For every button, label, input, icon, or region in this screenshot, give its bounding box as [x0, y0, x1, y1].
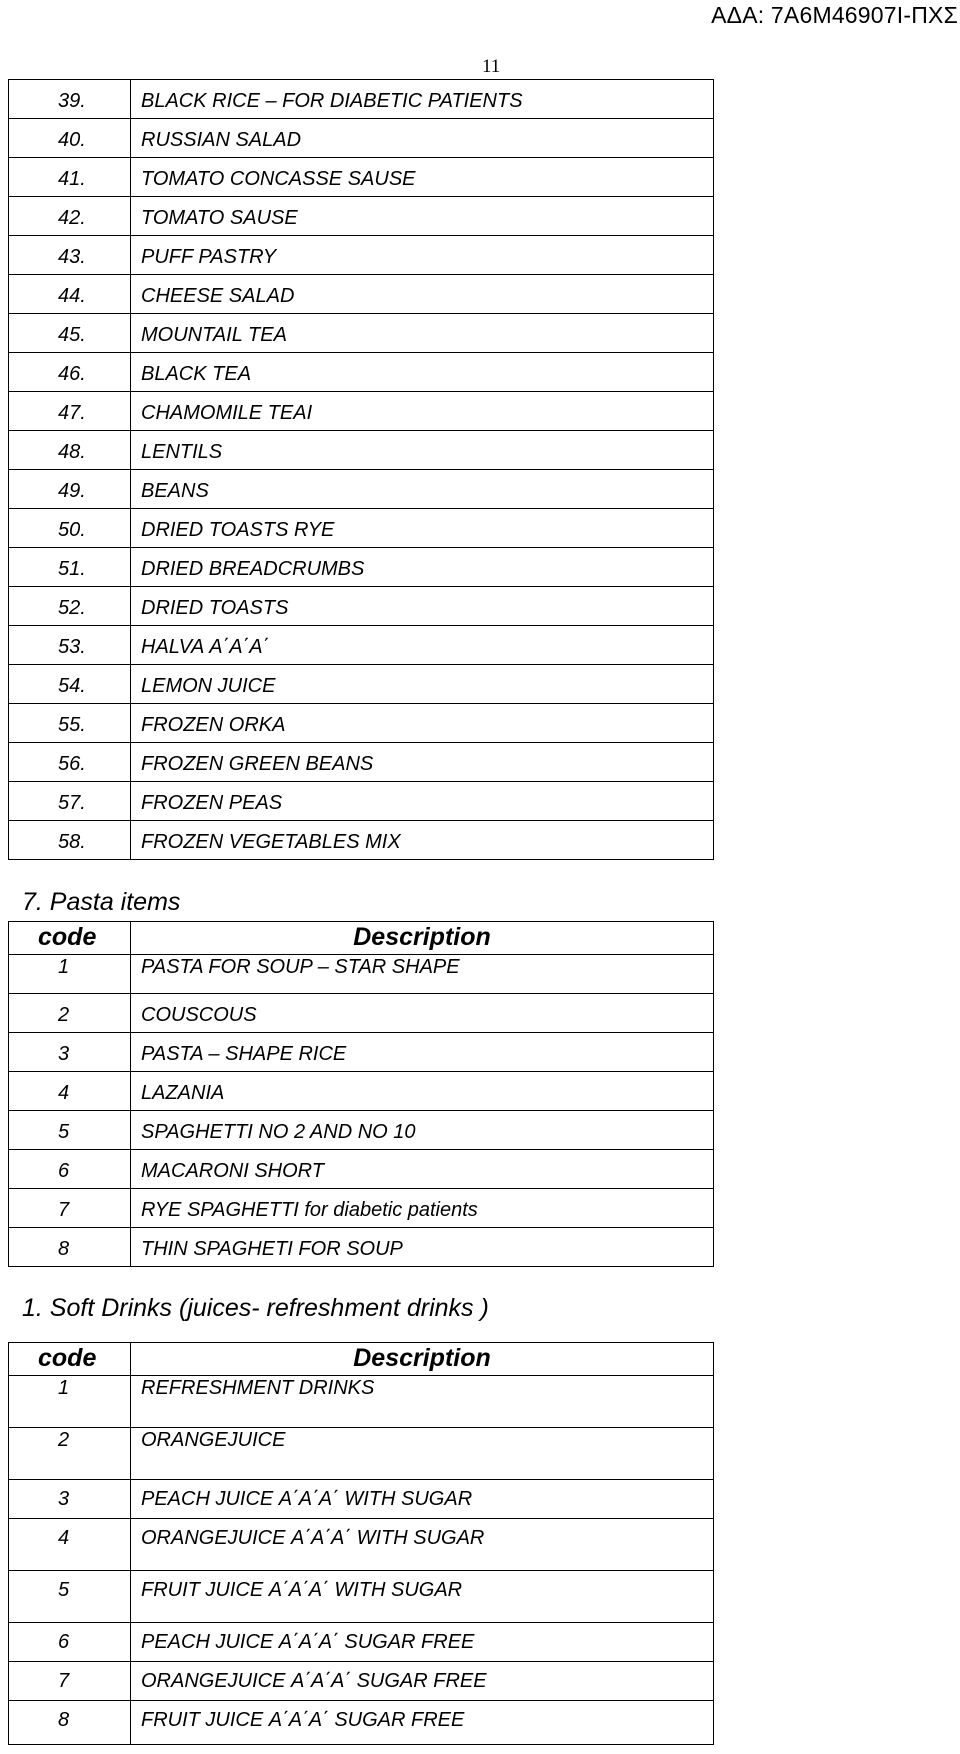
item-code: 7 — [9, 1189, 131, 1228]
table-row — [9, 626, 714, 665]
item-number: 54. — [9, 665, 131, 704]
item-number: 58. — [9, 821, 131, 860]
item-description: ORANGEJUICE Α΄Α΄Α΄ SUGAR FREE — [131, 1662, 714, 1701]
table-row — [9, 1701, 714, 1745]
description-column-header: Description — [131, 1343, 714, 1376]
item-description: LENTILS — [131, 431, 714, 470]
table-row — [9, 1111, 714, 1150]
item-description: ORANGEJUICE — [131, 1428, 714, 1480]
item-description: DRIED TOASTS — [131, 587, 714, 626]
item-code: 8 — [9, 1701, 131, 1745]
item-description: PASTA FOR SOUP – STAR SHAPE — [131, 955, 714, 994]
item-description: PUFF PASTRY — [131, 236, 714, 275]
soft-drinks-section-title: 1. Soft Drinks (juices- refreshment drinks ) — [22, 1294, 489, 1322]
item-description: SPAGHETTI NO 2 AND NO 10 — [131, 1111, 714, 1150]
item-description: CHEESE SALAD — [131, 275, 714, 314]
table-row — [9, 1189, 714, 1228]
table-row — [9, 587, 714, 626]
item-description: LAZANIA — [131, 1072, 714, 1111]
item-code: 5 — [9, 1571, 131, 1623]
table-row — [9, 994, 714, 1033]
item-number: 51. — [9, 548, 131, 587]
table-row — [9, 197, 714, 236]
item-description: BLACK TEA — [131, 353, 714, 392]
item-description: HALVA Α΄Α΄Α΄ — [131, 626, 714, 665]
item-description: TOMATO CONCASSE SAUSE — [131, 158, 714, 197]
item-description: FROZEN GREEN BEANS — [131, 743, 714, 782]
item-number: 41. — [9, 158, 131, 197]
item-description: PEACH JUICE Α΄Α΄Α΄ SUGAR FREE — [131, 1623, 714, 1662]
table-row — [9, 314, 714, 353]
table-row — [9, 80, 714, 119]
item-description: BLACK RICE – FOR DIABETIC PATIENTS — [131, 80, 714, 119]
continued-items-table — [8, 79, 714, 860]
pasta-items-table — [8, 921, 714, 1267]
item-number: 40. — [9, 119, 131, 158]
item-number: 46. — [9, 353, 131, 392]
item-description: MOUNTAIL TEA — [131, 314, 714, 353]
table-row — [9, 704, 714, 743]
item-code: 8 — [9, 1228, 131, 1267]
pasta-section-title: 7. Pasta items — [22, 888, 181, 916]
page-number: 11 — [482, 56, 501, 77]
item-description: MACARONI SHORT — [131, 1150, 714, 1189]
table-row — [9, 665, 714, 704]
item-description: FROZEN VEGETABLES MIX — [131, 821, 714, 860]
item-description: DRIED BREADCRUMBS — [131, 548, 714, 587]
item-number: 43. — [9, 236, 131, 275]
item-description: FRUIT JUICE Α΄Α΄Α΄ WITH SUGAR — [131, 1571, 714, 1623]
item-description: RUSSIAN SALAD — [131, 119, 714, 158]
table-row — [9, 955, 714, 994]
item-description: PEACH JUICE Α΄Α΄Α΄ WITH SUGAR — [131, 1480, 714, 1519]
table-header-row — [9, 1343, 714, 1376]
table-row — [9, 1428, 714, 1480]
item-description: DRIED TOASTS RYE — [131, 509, 714, 548]
item-code: 5 — [9, 1111, 131, 1150]
table-row — [9, 548, 714, 587]
code-column-header: code — [9, 1343, 131, 1376]
table-row — [9, 1480, 714, 1519]
item-number: 42. — [9, 197, 131, 236]
code-column-header: code — [9, 922, 131, 955]
item-code: 1 — [9, 955, 131, 994]
item-number: 44. — [9, 275, 131, 314]
description-column-header: Description — [131, 922, 714, 955]
item-description: TOMATO SAUSE — [131, 197, 714, 236]
item-description: FROZEN PEAS — [131, 782, 714, 821]
item-number: 50. — [9, 509, 131, 548]
table-row — [9, 353, 714, 392]
item-code: 2 — [9, 1428, 131, 1480]
table-row — [9, 158, 714, 197]
item-number: 52. — [9, 587, 131, 626]
table-row — [9, 1033, 714, 1072]
item-number: 55. — [9, 704, 131, 743]
table-row — [9, 275, 714, 314]
item-description: FROZEN ORKA — [131, 704, 714, 743]
item-code: 4 — [9, 1072, 131, 1111]
table-row — [9, 1662, 714, 1701]
item-number: 53. — [9, 626, 131, 665]
item-number: 57. — [9, 782, 131, 821]
table-row — [9, 821, 714, 860]
document-id-watermark: ΑΔΑ: 7Α6Μ46907Ι-ΠΧΣ — [711, 2, 958, 28]
item-code: 3 — [9, 1033, 131, 1072]
item-number: 45. — [9, 314, 131, 353]
item-description: LEMON JUICE — [131, 665, 714, 704]
item-description: PASTA – SHAPE RICE — [131, 1033, 714, 1072]
table-row — [9, 1519, 714, 1571]
table-row — [9, 1150, 714, 1189]
item-code: 7 — [9, 1662, 131, 1701]
item-description: THIN SPAGHETI FOR SOUP — [131, 1228, 714, 1267]
item-number: 56. — [9, 743, 131, 782]
table-row — [9, 1571, 714, 1623]
item-description: REFRESHMENT DRINKS — [131, 1376, 714, 1428]
table-row — [9, 1228, 714, 1267]
table-row — [9, 743, 714, 782]
item-number: 39. — [9, 80, 131, 119]
table-row — [9, 119, 714, 158]
item-code: 6 — [9, 1150, 131, 1189]
item-code: 6 — [9, 1623, 131, 1662]
table-row — [9, 1623, 714, 1662]
item-number: 49. — [9, 470, 131, 509]
table-header-row — [9, 922, 714, 955]
table-row — [9, 431, 714, 470]
table-row — [9, 782, 714, 821]
table-row — [9, 1072, 714, 1111]
item-description: COUSCOUS — [131, 994, 714, 1033]
item-description: ORANGEJUICE Α΄Α΄Α΄ WITH SUGAR — [131, 1519, 714, 1571]
item-code: 4 — [9, 1519, 131, 1571]
item-code: 3 — [9, 1480, 131, 1519]
table-row — [9, 392, 714, 431]
item-number: 47. — [9, 392, 131, 431]
table-row — [9, 236, 714, 275]
item-code: 2 — [9, 994, 131, 1033]
table-row — [9, 470, 714, 509]
table-row — [9, 1376, 714, 1428]
soft-drinks-table — [8, 1342, 714, 1745]
item-description: BEANS — [131, 470, 714, 509]
item-code: 1 — [9, 1376, 131, 1428]
item-number: 48. — [9, 431, 131, 470]
item-description: FRUIT JUICE Α΄Α΄Α΄ SUGAR FREE — [131, 1701, 714, 1745]
table-row — [9, 509, 714, 548]
item-description: RYE SPAGHETTI for diabetic patients — [131, 1189, 714, 1228]
item-description: CHAMOMILE TEAI — [131, 392, 714, 431]
